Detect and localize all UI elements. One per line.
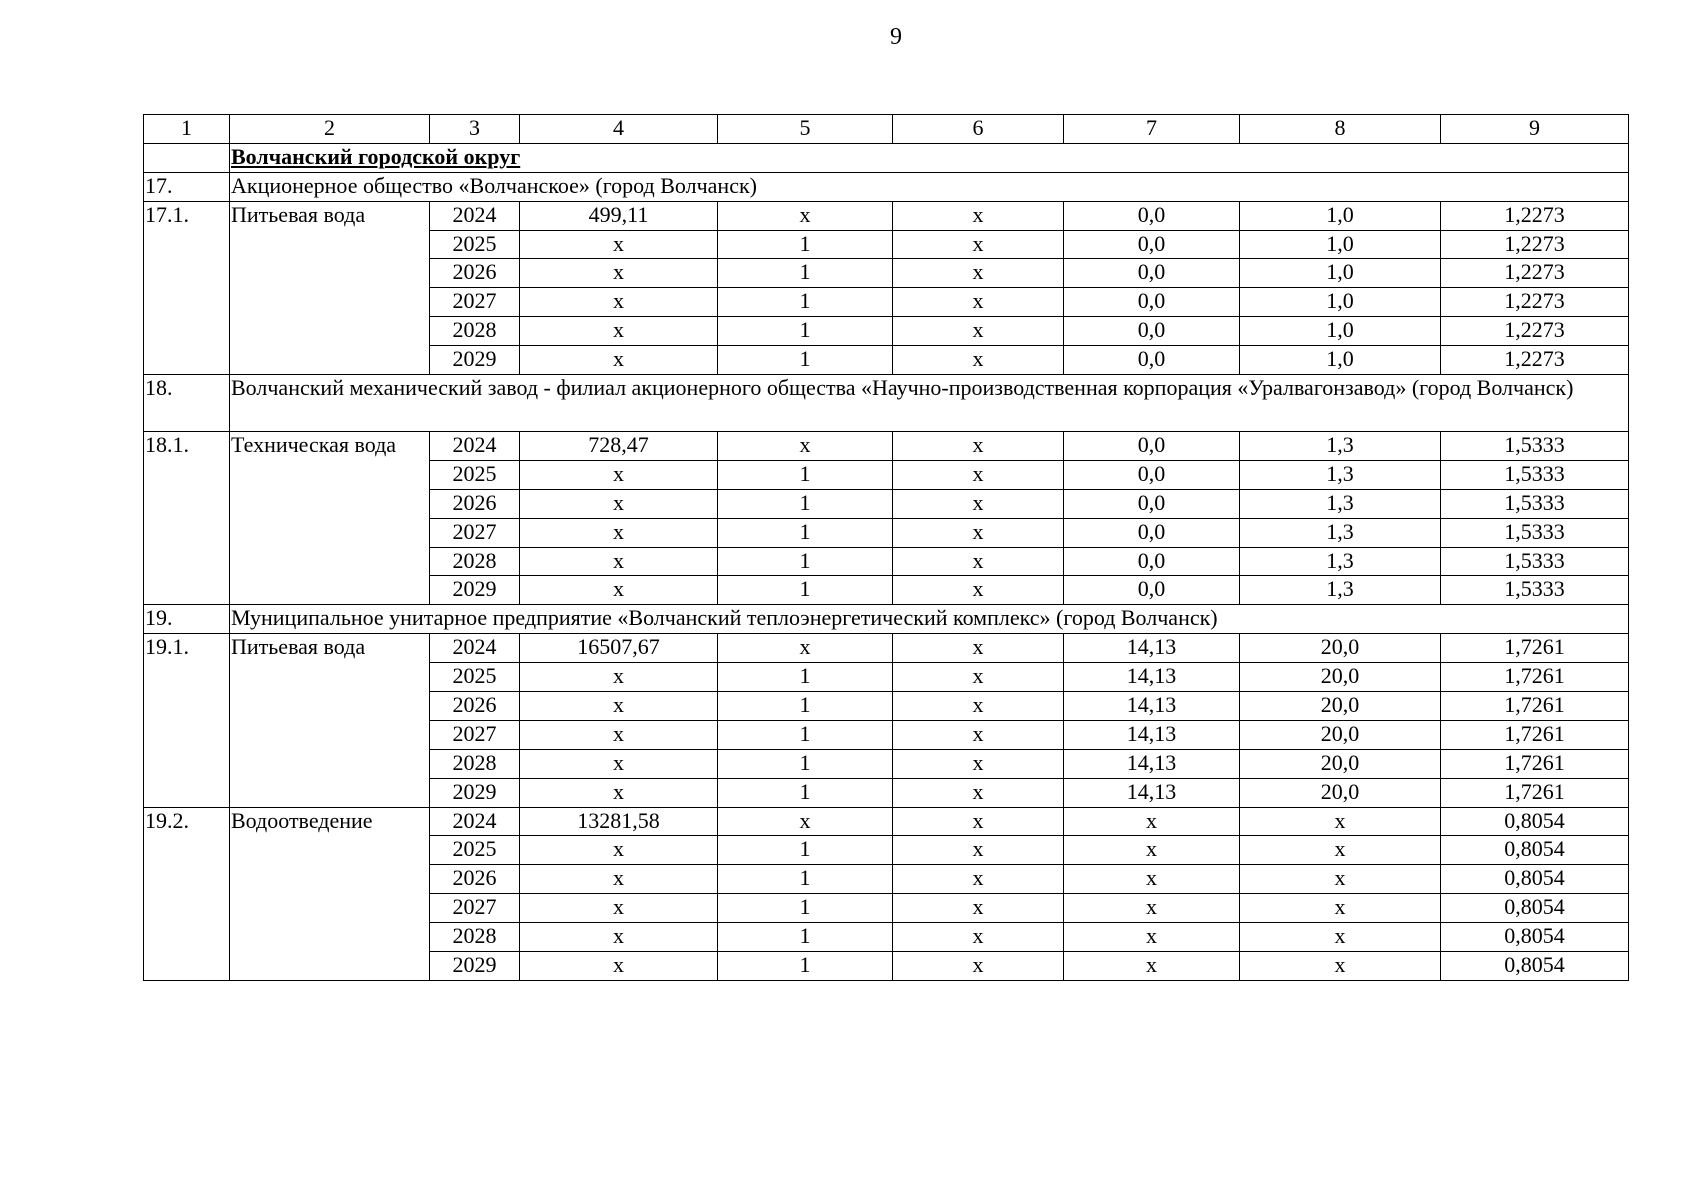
value-cell: 1 [718,547,893,576]
value-cell: 1,2273 [1441,346,1629,375]
organization-number: 18. [144,375,230,432]
value-cell: х [893,317,1064,346]
value-cell: х [520,894,718,923]
value-cell: х [893,894,1064,923]
value-cell: х [893,778,1064,807]
value-cell: х [893,836,1064,865]
value-cell: х [893,749,1064,778]
value-cell: х [1064,952,1240,981]
year-cell: 2026 [430,865,520,894]
year-cell: 2024 [430,807,520,836]
value-cell: х [893,547,1064,576]
value-cell: 1 [718,230,893,259]
value-cell: х [893,576,1064,605]
page-number: 9 [890,24,902,50]
year-cell: 2029 [430,778,520,807]
organization-name: Муниципальное унитарное предприятие «Волчанский теплоэнергетический комплекс» (город Волчанск) [230,605,1629,634]
value-cell: 1 [718,836,893,865]
value-cell: 1,2273 [1441,317,1629,346]
value-cell: 1 [718,288,893,317]
value-cell: 1,0 [1240,317,1441,346]
value-cell: 20,0 [1240,720,1441,749]
value-cell: 1,7261 [1441,749,1629,778]
year-cell: 2026 [430,489,520,518]
column-header-cell: 7 [1064,115,1240,144]
value-cell: х [1240,894,1441,923]
service-name: Питьевая вода [230,201,430,374]
value-cell: 0,0 [1064,432,1240,461]
year-cell: 2028 [430,317,520,346]
organization-row [144,172,1629,201]
value-cell: 20,0 [1240,749,1441,778]
value-cell: 1,0 [1240,346,1441,375]
value-cell: 0,0 [1064,547,1240,576]
year-cell: 2026 [430,259,520,288]
organization-row [144,605,1629,634]
year-cell: 2025 [430,460,520,489]
organization-name: Акционерное общество «Волчанское» (город Волчанск) [230,172,1629,201]
value-cell: х [893,663,1064,692]
column-header-cell: 5 [718,115,893,144]
value-cell: 1 [718,692,893,721]
value-cell: 0,0 [1064,201,1240,230]
value-cell: 1,3 [1240,460,1441,489]
year-cell: 2027 [430,720,520,749]
service-number: 17.1. [144,201,230,374]
value-cell: 0,8054 [1441,807,1629,836]
value-cell: х [1240,923,1441,952]
value-cell: 1 [718,952,893,981]
column-header-cell: 6 [893,115,1064,144]
value-cell: х [520,259,718,288]
value-cell: х [718,432,893,461]
value-cell: х [893,952,1064,981]
value-cell: х [893,692,1064,721]
value-cell: 728,47 [520,432,718,461]
region-empty-cell [144,143,230,172]
value-cell: х [520,663,718,692]
service-name: Техническая вода [230,432,430,605]
value-cell: 1,0 [1240,259,1441,288]
value-cell: 14,13 [1064,692,1240,721]
table-body [144,115,1629,981]
value-cell: х [1064,894,1240,923]
value-cell: 1,2273 [1441,230,1629,259]
value-cell: х [893,807,1064,836]
value-cell: х [893,489,1064,518]
value-cell: х [718,201,893,230]
value-cell: 1,3 [1240,518,1441,547]
value-cell: х [520,518,718,547]
value-cell: 1,5333 [1441,432,1629,461]
year-cell: 2029 [430,576,520,605]
value-cell: 1 [718,865,893,894]
value-cell: 14,13 [1064,720,1240,749]
value-cell: х [520,547,718,576]
value-cell: 1,5333 [1441,460,1629,489]
service-number: 18.1. [144,432,230,605]
organization-name: Волчанский механический завод - филиал акционерного общества «Научно-производственная корпорация «Уралвагонзавод» (город Волчанск) [230,375,1629,432]
value-cell: 16507,67 [520,634,718,663]
value-cell: 0,0 [1064,259,1240,288]
value-cell: 0,0 [1064,317,1240,346]
value-cell: х [520,720,718,749]
value-cell: х [520,952,718,981]
value-cell: 1,7261 [1441,778,1629,807]
table-row [144,432,1629,461]
value-cell: 1,5333 [1441,576,1629,605]
value-cell: 1 [718,749,893,778]
value-cell: 1 [718,346,893,375]
value-cell: 14,13 [1064,634,1240,663]
column-header-cell: 1 [144,115,230,144]
organization-row [144,375,1629,432]
value-cell: х [893,518,1064,547]
year-cell: 2024 [430,634,520,663]
value-cell: 1 [718,576,893,605]
value-cell: 1,5333 [1441,518,1629,547]
year-cell: 2029 [430,952,520,981]
tariff-table [143,114,1629,981]
year-cell: 2024 [430,432,520,461]
value-cell: 1 [718,460,893,489]
value-cell: х [520,230,718,259]
service-number: 19.1. [144,634,230,807]
value-cell: х [893,865,1064,894]
value-cell: х [893,201,1064,230]
value-cell: 1,3 [1240,547,1441,576]
value-cell: 0,8054 [1441,952,1629,981]
value-cell: х [1064,923,1240,952]
service-number: 19.2. [144,807,230,980]
year-cell: 2026 [430,692,520,721]
value-cell: 1,2273 [1441,288,1629,317]
value-cell: 1 [718,317,893,346]
year-cell: 2028 [430,923,520,952]
value-cell: 1,7261 [1441,634,1629,663]
year-cell: 2028 [430,547,520,576]
value-cell: х [893,288,1064,317]
value-cell: 1,7261 [1441,692,1629,721]
year-cell: 2025 [430,663,520,692]
value-cell: 1,5333 [1441,547,1629,576]
value-cell: х [893,634,1064,663]
value-cell: 1,3 [1240,489,1441,518]
year-cell: 2025 [430,836,520,865]
value-cell: 0,0 [1064,230,1240,259]
region-title: Волчанский городской округ [231,143,521,169]
value-cell: х [1064,836,1240,865]
column-header-cell: 3 [430,115,520,144]
value-cell: х [893,432,1064,461]
year-cell: 2029 [430,346,520,375]
value-cell: х [1240,807,1441,836]
value-cell: х [1240,865,1441,894]
value-cell: х [893,923,1064,952]
value-cell: 1 [718,778,893,807]
value-cell: 1,2273 [1441,201,1629,230]
value-cell: 14,13 [1064,663,1240,692]
column-header-cell: 4 [520,115,718,144]
value-cell: х [520,749,718,778]
value-cell: х [520,778,718,807]
value-cell: 0,0 [1064,346,1240,375]
value-cell: 20,0 [1240,634,1441,663]
value-cell: х [1064,865,1240,894]
value-cell: х [893,460,1064,489]
value-cell: х [1064,807,1240,836]
value-cell: 0,0 [1064,576,1240,605]
value-cell: х [893,230,1064,259]
value-cell: 14,13 [1064,749,1240,778]
value-cell: 0,8054 [1441,894,1629,923]
value-cell: 1,0 [1240,230,1441,259]
value-cell: 1 [718,894,893,923]
value-cell: 499,11 [520,201,718,230]
value-cell: х [718,807,893,836]
value-cell: х [520,923,718,952]
organization-number: 19. [144,605,230,634]
year-cell: 2028 [430,749,520,778]
value-cell: 0,8054 [1441,865,1629,894]
table-row [144,634,1629,663]
year-cell: 2025 [430,230,520,259]
value-cell: 1 [718,923,893,952]
table-row [144,201,1629,230]
value-cell: 1 [718,518,893,547]
value-cell: 1 [718,663,893,692]
organization-number: 17. [144,172,230,201]
table-row [144,807,1629,836]
value-cell: 0,8054 [1441,836,1629,865]
value-cell: 0,0 [1064,460,1240,489]
value-cell: 0,8054 [1441,923,1629,952]
value-cell: х [520,692,718,721]
value-cell: 1 [718,489,893,518]
value-cell: 20,0 [1240,692,1441,721]
value-cell: х [1240,952,1441,981]
value-cell: х [893,259,1064,288]
value-cell: 1 [718,259,893,288]
value-cell: 20,0 [1240,663,1441,692]
column-header-cell: 8 [1240,115,1441,144]
value-cell: 1,2273 [1441,259,1629,288]
value-cell: х [520,576,718,605]
region-row [144,143,1629,172]
value-cell: х [520,346,718,375]
value-cell: 1,7261 [1441,663,1629,692]
value-cell: 0,0 [1064,288,1240,317]
value-cell: х [893,720,1064,749]
value-cell: х [520,836,718,865]
value-cell: 0,0 [1064,489,1240,518]
value-cell: 1,7261 [1441,720,1629,749]
region-cell [230,143,1629,172]
value-cell: 1,0 [1240,201,1441,230]
value-cell: 1,0 [1240,288,1441,317]
value-cell: 1,5333 [1441,489,1629,518]
value-cell: х [520,317,718,346]
value-cell: х [893,346,1064,375]
service-name: Водоотведение [230,807,430,980]
year-cell: 2027 [430,518,520,547]
value-cell: х [718,634,893,663]
header-row [144,115,1629,144]
year-cell: 2024 [430,201,520,230]
service-name: Питьевая вода [230,634,430,807]
value-cell: 20,0 [1240,778,1441,807]
column-header-cell: 2 [230,115,430,144]
value-cell: 13281,58 [520,807,718,836]
value-cell: х [520,460,718,489]
year-cell: 2027 [430,288,520,317]
value-cell: х [520,865,718,894]
value-cell: х [1240,836,1441,865]
value-cell: 1,3 [1240,432,1441,461]
value-cell: х [520,288,718,317]
year-cell: 2027 [430,894,520,923]
column-header-cell: 9 [1441,115,1629,144]
value-cell: х [520,489,718,518]
value-cell: 1 [718,720,893,749]
value-cell: 0,0 [1064,518,1240,547]
value-cell: 1,3 [1240,576,1441,605]
value-cell: 14,13 [1064,778,1240,807]
